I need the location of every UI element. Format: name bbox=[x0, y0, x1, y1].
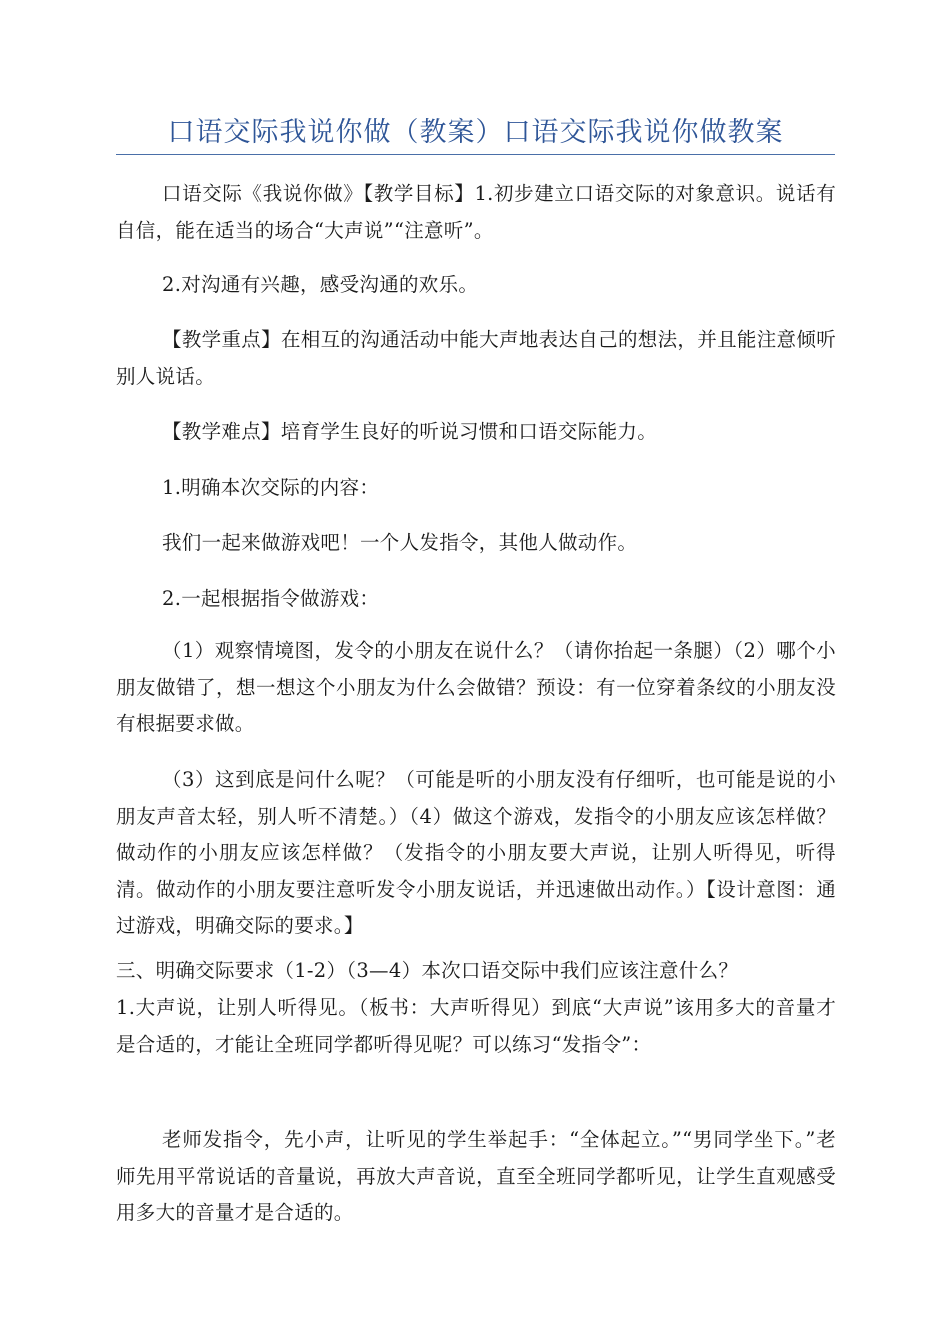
paragraph-teacher-demo: 老师发指令，先小声，让听见的学生举起手：“全体起立。”“男同学坐下。”老师先用平常说话的音量说，再放大声音说，直至全班同学都听见，让学生直观感受用多大的音量才是合适的。 bbox=[116, 1128, 836, 1224]
paragraph-steps-1-2: （1）观察情境图，发令的小朋友在说什么？（请你抬起一条腿）（2）哪个小朋友做错了，想一想这个小朋友为什么会做错？预设：有一位穿着条纹的小朋友没有根据要求做。 bbox=[116, 639, 836, 735]
paragraph-game-heading: 2.一起根据指令做游戏： bbox=[162, 587, 380, 610]
paragraph-content-heading: 1.明确本次交际的内容： bbox=[162, 476, 380, 499]
paragraph-game-intro: 我们一起来做游戏吧！一个人发指令，其他人做动作。 bbox=[162, 531, 638, 554]
paragraph-steps-3-4: （3）这到底是问什么呢？（可能是听的小朋友没有仔细听，也可能是说的小朋友声音太轻，别人听不清楚。）（4）做这个游戏，发指令的小朋友应该怎样做？做动作的小朋友应该怎样做？（发指令的小朋友要大声说，让别人听得见，听得清。做动作的小朋友要注意听发令小朋友说话，并迅速做出动作。）【设计意图：通过游戏，明确交际的要求。】 bbox=[116, 768, 836, 937]
paragraph-key-points: 【教学重点】在相互的沟通活动中能大声地表达自己的想法，并且能注意倾听别人说话。 bbox=[116, 328, 836, 388]
document-title: 口语交际我说你做（教案）口语交际我说你做教案 bbox=[167, 117, 784, 148]
paragraph-difficulties: 【教学难点】培育学生良好的听说习惯和口语交际能力。 bbox=[162, 420, 658, 443]
paragraph-objectives: 口语交际《我说你做》【教学目标】1.初步建立口语交际的对象意识。说话有自信，能在适当的场合“大声说”“注意听”。 bbox=[116, 182, 836, 242]
paragraph-speak-loudly: 1.大声说，让别人听得见。（板书：大声听得见）到底“大声说”该用多大的音量才是合适的，才能让全班同学都听得见呢？可以练习“发指令”： bbox=[116, 996, 836, 1056]
paragraph-section-three: 三、明确交际要求（1-2）（3—4）本次口语交际中我们应该注意什么？ bbox=[116, 959, 739, 982]
paragraph-objective-2: 2.对沟通有兴趣，感受沟通的欢乐。 bbox=[162, 273, 479, 296]
title-underline bbox=[116, 154, 835, 155]
